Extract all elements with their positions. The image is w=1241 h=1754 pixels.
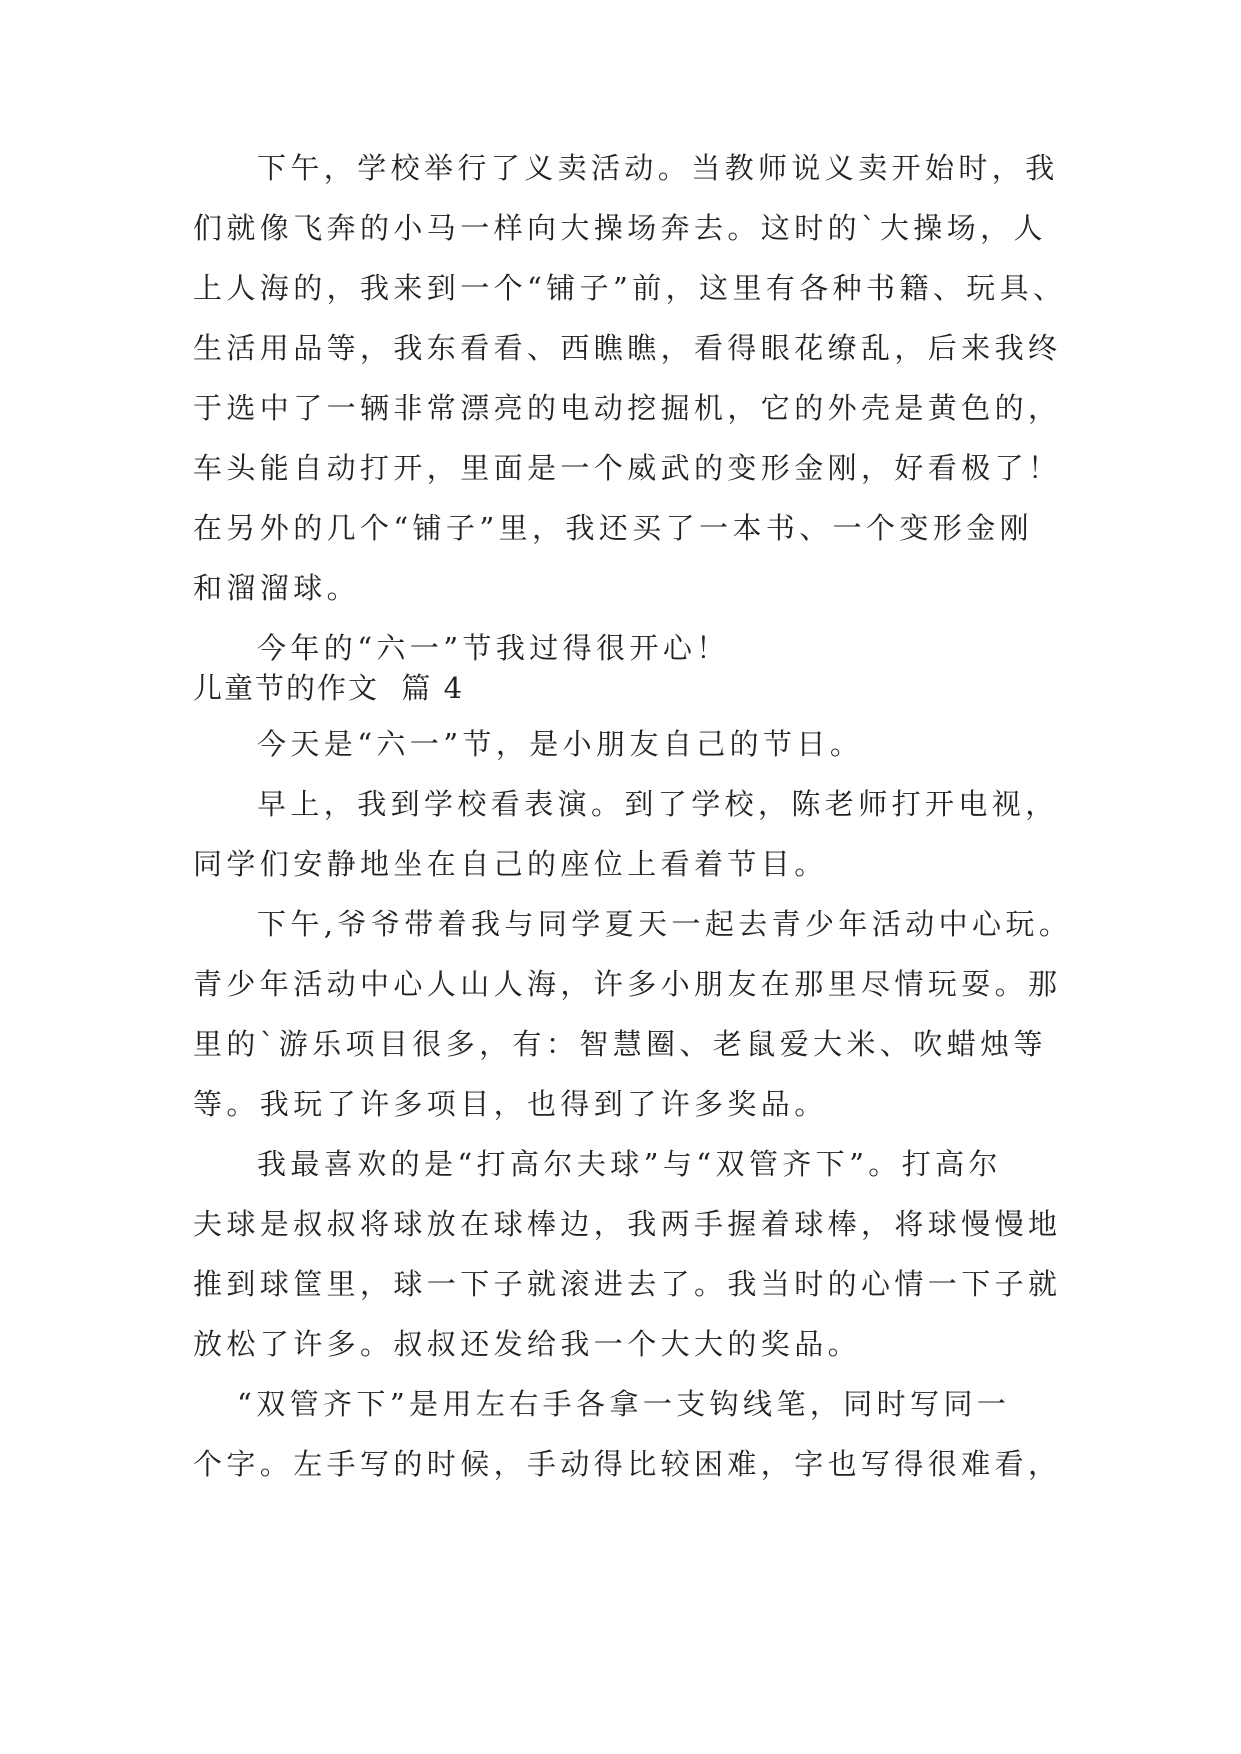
paragraph-line: 下午,爷爷带着我与同学夏天一起去青少年活动中心玩。: [257, 907, 1073, 941]
paragraph-line: 等。我玩了许多项目，也得到了许多奖品。: [193, 1087, 828, 1121]
paragraph-line: 个字。左手写的时候，手动得比较困难，字也写得很难看，: [193, 1447, 1062, 1481]
paragraph-line: 上人海的，我来到一个“铺子”前，这里有各种书籍、玩具、: [193, 271, 1067, 305]
paragraph-line: 和溜溜球。: [193, 571, 361, 605]
paragraph-line: 早上，我到学校看表演。到了学校，陈老师打开电视，: [257, 787, 1059, 821]
paragraph-line: 今年的“六一”节我过得很开心！: [257, 631, 730, 665]
paragraph-line: 青少年活动中心人山人海，许多小朋友在那里尽情玩耍。那: [193, 967, 1062, 1001]
paragraph-line: 今天是“六一”节，是小朋友自己的节日。: [257, 727, 864, 761]
paragraph-line: 我最喜欢的是“打高尔夫球”与“双管齐下”。打高尔: [257, 1147, 1002, 1181]
paragraph-line: “双管齐下”是用左右手各拿一支钩线笔，同时写同一: [237, 1387, 1011, 1421]
section-title: 儿童节的作文 篇 4: [193, 671, 465, 705]
essay-4-body: [193, 714, 1073, 1494]
paragraph-line: 车头能自动打开，里面是一个威武的变形金刚，好看极了！: [193, 451, 1062, 485]
paragraph-line: 夫球是叔叔将球放在球棒边，我两手握着球棒，将球慢慢地: [193, 1207, 1062, 1241]
paragraph-line: 里的`游乐项目很多，有：智慧圈、老鼠爱大米、吹蜡烛等: [193, 1027, 1047, 1061]
paragraph-line: 同学们安静地坐在自己的座位上看着节目。: [193, 847, 828, 881]
essay-4-heading: [193, 658, 1055, 718]
paragraph-line: 们就像飞奔的小马一样向大操场奔去。这时的`大操场，人: [193, 211, 1047, 245]
paragraph-line: 推到球筐里，球一下子就滚进去了。我当时的心情一下子就: [193, 1267, 1062, 1301]
essay-3-ending: [193, 138, 1067, 678]
paragraph-line: 于选中了一辆非常漂亮的电动挖掘机，它的外壳是黄色的，: [193, 391, 1062, 425]
paragraph-line: 下午，学校举行了义卖活动。当教师说义卖开始时，我: [257, 151, 1059, 185]
paragraph-line: 在另外的几个“铺子”里，我还买了一本书、一个变形金刚: [193, 511, 1034, 545]
paragraph-line: 放松了许多。叔叔还发给我一个大大的奖品。: [193, 1327, 862, 1361]
paragraph-line: 生活用品等，我东看看、西瞧瞧，看得眼花缭乱，后来我终: [193, 331, 1062, 365]
